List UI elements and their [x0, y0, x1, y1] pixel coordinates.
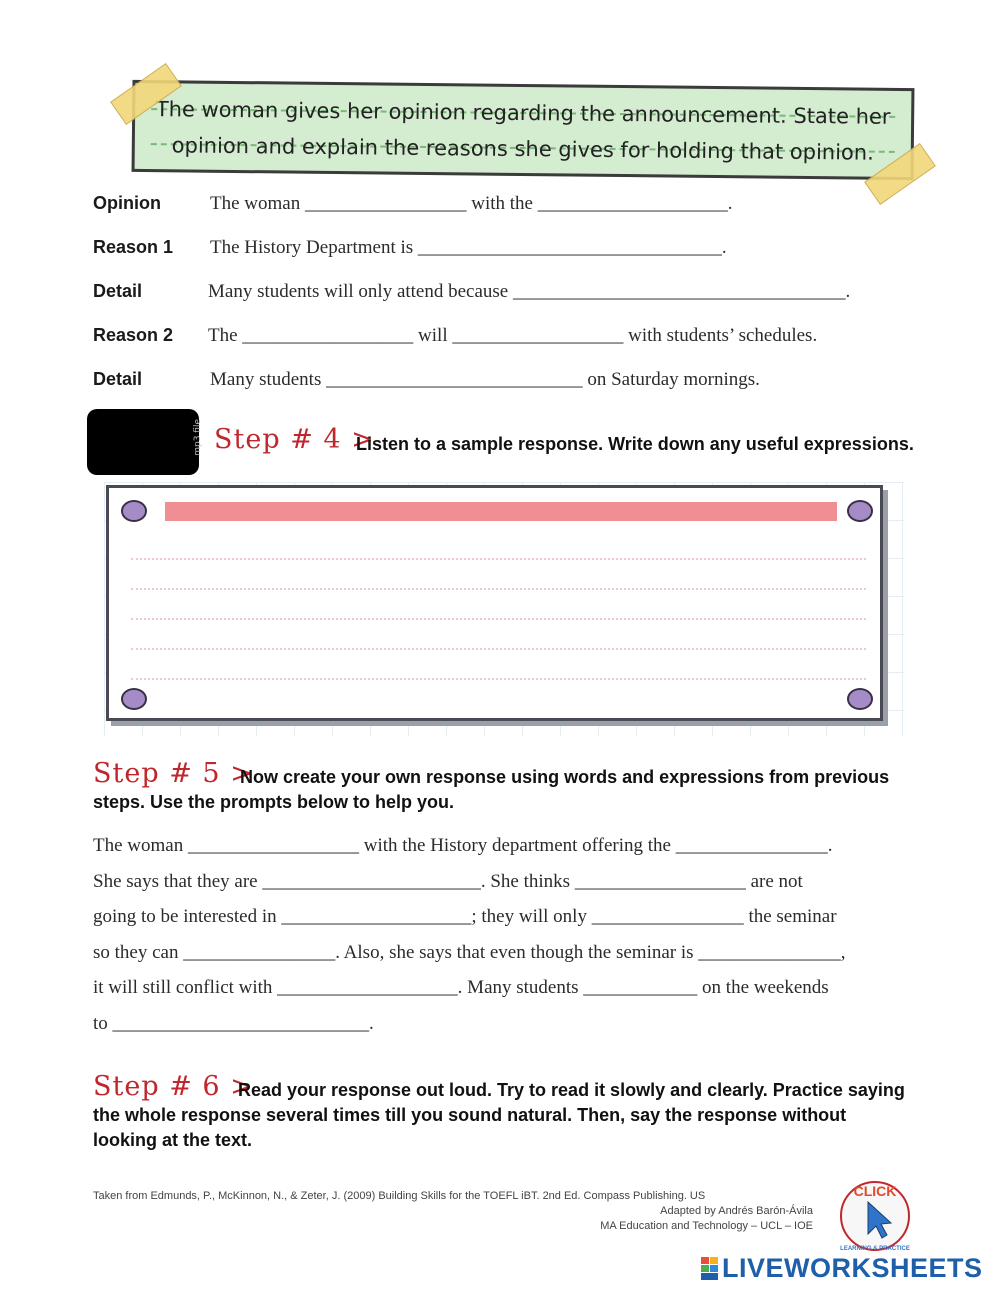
- banner-text: [135, 91, 912, 171]
- banner-line-2: opinion and explain the reasons she gives for holding that opinion.: [171, 133, 874, 165]
- step-4-instruction: Listen to a sample response. Write down any useful expressions.: [356, 434, 914, 454]
- step-6-instruction-line-3: looking at the text.: [93, 1130, 253, 1150]
- logo-tagline: LEARNING & PRACTICE: [840, 1246, 910, 1252]
- notepad-header-bar: [165, 502, 837, 521]
- pin-icon: [847, 500, 873, 522]
- row-text-reason-1: The History Department is ________________________________.: [210, 237, 727, 258]
- banner-line-1: The woman gives her opinion regarding the announcement. State her: [155, 97, 891, 129]
- step-6-instruction-line-1: Read your response out loud. Try to read it slowly and clearly. Practice saying: [238, 1080, 905, 1100]
- logo-click-text: CLICK: [853, 1183, 897, 1199]
- step-5-instruction-line-1: Now create your own response using words and expressions from previous: [240, 767, 890, 787]
- source-citation: Taken from Edmunds, P., McKinnon, N., & Zeter, J. (2009) Building Skills for the TOEFL iBT. 2nd Ed. Compass Publishing. US: [93, 1190, 706, 1202]
- click-learning-practice-logo: [832, 1176, 918, 1256]
- row-text-opinion: The woman _________________ with the ____________________.: [210, 193, 733, 214]
- mp3-audio-player[interactable]: [87, 409, 203, 475]
- step-5-instruction-line-2: steps. Use the prompts below to help you.: [93, 792, 455, 812]
- pin-icon: [121, 500, 147, 522]
- notepad-line: [131, 648, 866, 650]
- instruction-banner: [132, 80, 915, 180]
- notepad-line: [131, 618, 866, 620]
- row-label-reason-2: Reason 2: [93, 325, 174, 345]
- response-line-3: going to be interested in ____________________; they will only ________________ the seminar: [93, 906, 837, 927]
- response-line-6: to ___________________________.: [93, 1013, 374, 1034]
- adapted-by: Adapted by Andrés Barón-Ávila: [660, 1205, 813, 1217]
- row-label-detail-2: Detail: [93, 369, 143, 389]
- row-text-detail-1: Many students will only attend because ___________________________________.: [208, 281, 851, 302]
- notepad-line: [131, 588, 866, 590]
- response-line-1: The woman __________________ with the History department offering the ________________.: [93, 835, 833, 856]
- response-line-4: so they can ________________. Also, she says that even though the seminar is _______________,: [93, 942, 846, 963]
- row-text-reason-2: The __________________ will __________________ with students’ schedules.: [208, 325, 818, 346]
- liveworksheets-logo-icon: [701, 1257, 719, 1281]
- liveworksheets-brand: LIVEWORKSHEETS: [722, 1253, 983, 1283]
- step-6-instruction-line-2: the whole response several times till you sound natural. Then, say the response without: [93, 1105, 847, 1125]
- notepad-line: [131, 678, 866, 680]
- row-label-opinion: Opinion: [93, 193, 161, 213]
- step-5-heading: Step # 5 >: [93, 758, 254, 789]
- pin-icon: [847, 688, 873, 710]
- program-credit: MA Education and Technology – UCL – IOE: [600, 1220, 813, 1232]
- response-line-2: She says that they are _______________________. She thinks __________________ are not: [93, 871, 803, 892]
- step-6-heading: Step # 6 >: [93, 1071, 254, 1102]
- response-line-5: it will still conflict with ___________________. Many students ____________ on the weekends: [93, 977, 829, 998]
- row-label-detail-1: Detail: [93, 281, 143, 301]
- notepad-line: [131, 558, 866, 560]
- pin-icon: [121, 688, 147, 710]
- row-text-detail-2: Many students ___________________________ on Saturday mornings.: [210, 369, 760, 390]
- step-4-heading: Step # 4 >: [214, 424, 375, 455]
- row-label-reason-1: Reason 1: [93, 237, 174, 257]
- mp3-file-label: mp3 file: [193, 419, 203, 456]
- notepad-answer-box[interactable]: [106, 485, 883, 721]
